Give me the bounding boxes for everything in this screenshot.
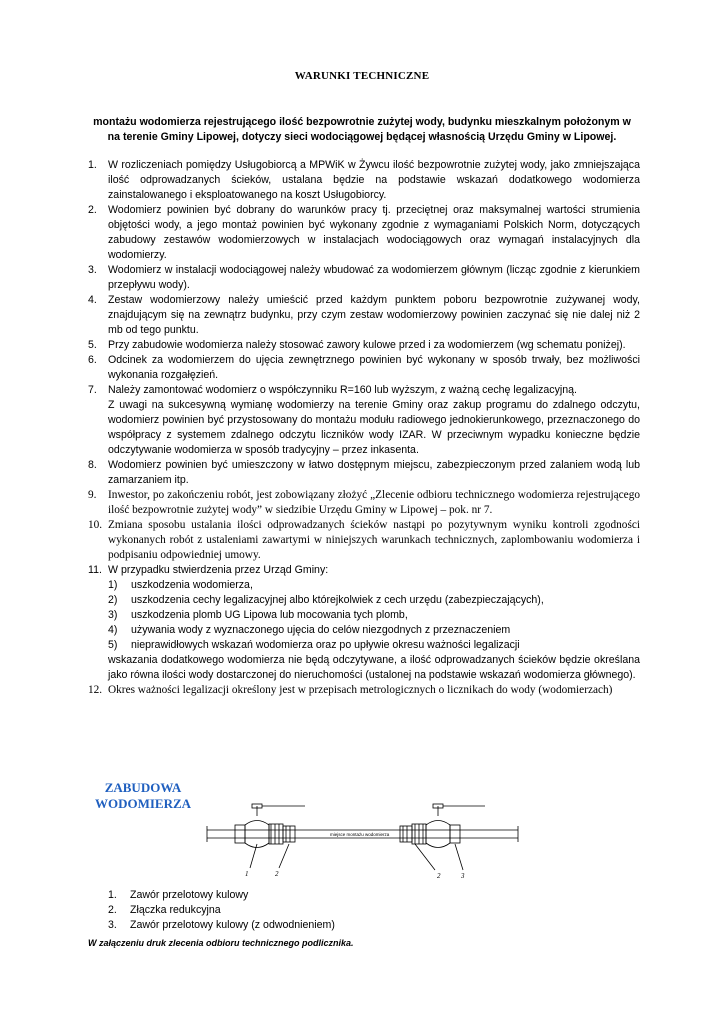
sub-item-4 [108, 623, 640, 638]
item-number: 2. [88, 204, 97, 216]
legend-text: Zawór przelotowy kulowy (z odwodnieniem) [130, 919, 335, 931]
sub-item-3 [108, 608, 640, 623]
sub-item-2 [108, 593, 640, 608]
legend-item [108, 918, 335, 933]
item-text: Zestaw wodomierzowy należy umieścić przed każdym punktem poboru bezpowrotnie zużywanej wody, znajdującym się na zewnątrz budynku, przy czym zestaw wodomierzowy powinien zaczynać się nie dalej niż 2 mb od tego punktu. [108, 294, 640, 336]
legend-item [108, 888, 335, 903]
conditions-list [88, 158, 640, 698]
attachment-note: W załączeniu druk zlecenia odbioru technicznego podlicznika. [88, 938, 354, 948]
item-text: Wodomierz w instalacji wodociągowej należy wbudować za wodomierzem głównym (licząc zgodnie z kierunkiem przepływu wody). [108, 264, 640, 291]
item-text: Wodomierz powinien być umieszczony w łatwo dostępnym miejscu, zabezpieczonym przed zalaniem wodą lub zamarzaniem itp. [108, 459, 640, 486]
item-number: 4. [88, 294, 97, 306]
item-text: Przy zabudowie wodomierza należy stosować zawory kulowe przed i za wodomierzem (wg schematu poniżej). [108, 339, 626, 351]
item-number: 6. [88, 354, 97, 366]
zabudowa-line-1: ZABUDOWA [104, 780, 182, 795]
list-item-8 [88, 458, 640, 488]
list-item-6 [88, 353, 640, 383]
item-number: 7. [88, 384, 97, 396]
document-title: WARUNKI TECHNICZNE [294, 70, 430, 82]
list-item-9 [88, 488, 640, 518]
item-number: 1. [88, 159, 97, 171]
legend-number: 3. [108, 919, 117, 931]
item-number: 5. [88, 339, 97, 351]
callout-1: 1 [245, 870, 249, 878]
meter-location-label: miejsce montażu wodomierza [330, 832, 390, 837]
item-number: 3. [88, 264, 97, 276]
sub-item-text: nieprawidłowych wskazań wodomierza oraz po upływie okresu ważności legalizacji [131, 639, 520, 651]
document-subtitle: montażu wodomierza rejestrującego ilość bezpowrotnie zużytej wody, budynku mieszkalnym położonym w na terenie Gminy Lipowej, dotyczy sieci wodociągowej będącej własnością Urzędu Gminy w Lipowej. [93, 116, 631, 143]
list-item-3 [88, 263, 640, 293]
list-item-11 [88, 563, 640, 683]
legend-text: Złączka redukcyjna [130, 904, 221, 916]
item-text: W przypadku stwierdzenia przez Urząd Gminy: [108, 564, 329, 576]
legend-number: 1. [108, 889, 117, 901]
sub-item-number: 1) [108, 579, 118, 591]
legend-text: Zawór przelotowy kulowy [130, 889, 249, 901]
callout-2: 2 [437, 872, 441, 880]
zabudowa-heading [88, 780, 198, 812]
legend-item [108, 903, 335, 918]
sub-item-text: uszkodzenia plomb UG Lipowa lub mocowania tych plomb, [131, 609, 408, 621]
list-item-7 [88, 383, 640, 458]
list-item-2 [88, 203, 640, 263]
item-text: W rozliczeniach pomiędzy Usługobiorcą a MPWiK w Żywcu ilość bezpowrotnie zużytej wody, jako zmniejszająca ilość odprowadzanych ścieków, ustalana będzie na podstawie wskazań dodatkowego wodomierza zainstalowanego i eksploatowanego na koszt Usługobiorcy. [108, 159, 640, 201]
item-text: Należy zamontować wodomierz o współczynniku R=160 lub wyższym, z ważną cechę legalizacyjną. [108, 384, 577, 396]
sub-item-text: używania wody z wyznaczonego ujęcia do celów niezgodnych z przeznaczeniem [131, 624, 511, 636]
item-text: Okres ważności legalizacji określony jest w przepisach metrologicznych o licznikach do wody (wodomierzach) [108, 684, 613, 696]
zabudowa-line-2: WODOMIERZA [94, 796, 192, 811]
item-number: 12. [88, 684, 103, 696]
item-text: Wodomierz powinien być dobrany do warunków pracy tj. przeciętnej oraz maksymalnej wartości strumienia objętości wody, a jego montaż powinien być wykonany zgodnie z wymaganiami Polskich Norm, dotyczących zabudowy zestawów wodomierzowych w instalacjach wodociągowych oraz wymagań instalacyjnych dla wodomierzy. [108, 204, 640, 261]
left-valve-assembly [235, 804, 305, 848]
list-item-10 [88, 518, 640, 563]
legend-number: 2. [108, 904, 117, 916]
item-text: Odcinek za wodomierzem do ujęcia zewnętrznego powinien być wykonany w sposób trwały, bez możliwości wykonania rozgałęzień. [108, 354, 640, 381]
item-text-continued: Z uwagi na sukcesywną wymianę wodomierzy na terenie Gminy oraz zakup programu do zdalnego odczytu, wodomierz powinien być przystosowany do montażu modułu radiowego jednokierunkowego, przeznaczonego do współpracy z systemem zdalnego odczytu liczników wody IZAR. W przeciwnym wypadku konieczne będzie odczytywanie wodomierza w sposób tradycyjny – przez inkasenta. [108, 399, 640, 456]
sub-item-5 [108, 638, 640, 653]
item-number: 11. [88, 564, 102, 576]
list-item-5 [88, 338, 640, 353]
item-number: 8. [88, 459, 97, 471]
item-text-continued: wskazania dodatkowego wodomierza nie będą odczytywane, a ilość odprowadzanych ścieków będzie określana jako równa ilości wody dostarczonej do nieruchomości (ustalonej na podstawie wskazań wodomierza głównego). [108, 654, 640, 681]
callout-2: 2 [275, 870, 279, 878]
list-item-4 [88, 293, 640, 338]
sub-item-number: 2) [108, 594, 118, 606]
sub-item-text: uszkodzenia cechy legalizacyjnej albo którejkolwiek z cech urzędu (zabezpieczających), [131, 594, 544, 606]
item-number: 10. [88, 519, 103, 531]
sub-item-number: 3) [108, 609, 118, 621]
list-item-1 [88, 158, 640, 203]
right-valve-assembly [400, 804, 485, 848]
sub-item-number: 4) [108, 624, 118, 636]
water-meter-installation-diagram [205, 798, 520, 883]
sub-item-number: 5) [108, 639, 118, 651]
item-text: Zmiana sposobu ustalania ilości odprowadzanych ścieków nastąpi po pozytywnym wyniku kontroli zgodności wykonanych robót z ustaleniami zawartymi w niniejszych warunkach technicznych, zaplombowaniu wodomierza i podpisaniu odpowiedniej umowy. [108, 519, 640, 561]
callout-3: 3 [461, 872, 465, 880]
sub-item-text: uszkodzenia wodomierza, [131, 579, 253, 591]
item-text: Inwestor, po zakończeniu robót, jest zobowiązany złożyć „Zlecenie odbioru technicznego wodomierza rejestrującego ilość bezpowrotnie zużytej wody” w siedzibie Urzędu Gminy w Lipowej – pok. nr 7. [108, 489, 640, 516]
diagram-legend [108, 888, 335, 933]
list-item-12 [88, 683, 640, 698]
item-number: 9. [88, 489, 97, 501]
sub-item-1 [108, 578, 640, 593]
